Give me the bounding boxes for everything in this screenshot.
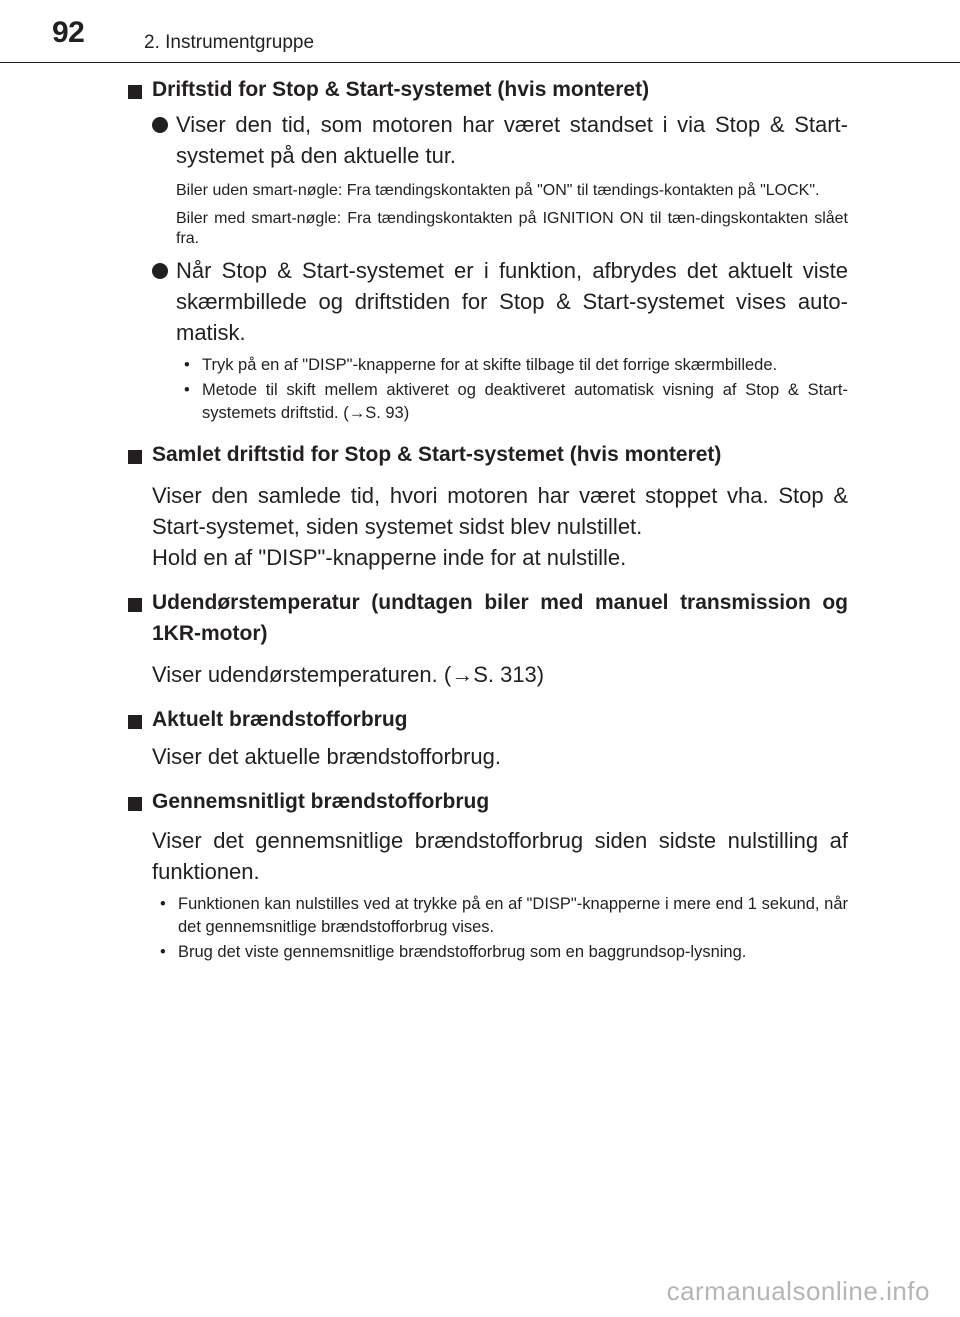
- list-item-text: Når Stop & Start-systemet er i funktion, afbrydes det aktuelt viste skærmbillede og driftstiden for Stop & Start-systemet vises auto-matisk.: [176, 258, 848, 345]
- sub-list-item-text: Brug det viste gennemsnitlige brændstofforbrug som en baggrundsop-lysning.: [178, 943, 747, 961]
- page-reference-link[interactable]: →S. 93: [348, 404, 404, 422]
- body-text: [152, 659, 848, 690]
- section-outside-temperature: [128, 587, 848, 690]
- section-average-fuel: [128, 786, 848, 964]
- section-current-fuel: [128, 704, 848, 772]
- sub-list: [176, 354, 848, 425]
- square-bullet-icon: [128, 598, 142, 612]
- dot-bullet-icon: •: [184, 356, 190, 374]
- sub-list-item-text: Tryk på en af "DISP"-knapperne for at skifte tilbage til det forrige skærmbillede.: [202, 356, 778, 374]
- section-heading: Gennemsnitligt brændstofforbrug: [152, 790, 490, 813]
- sub-list-item-text: Funktionen kan nulstilles ved at trykke på en af "DISP"-knapperne i mere end 1 sekund, når det gennemsnitlige brændstofforbrug vises.: [178, 895, 848, 936]
- section-heading: Driftstid for Stop & Start-systemet (hvis monteret): [152, 78, 650, 101]
- section-stop-start-total: [128, 439, 848, 573]
- dot-bullet-icon: •: [160, 895, 166, 913]
- body-text: Viser det aktuelle brændstofforbrug.: [152, 744, 501, 769]
- sub-list: [152, 893, 848, 964]
- body-text-start: Viser udendørstemperaturen. (: [152, 662, 452, 687]
- note-text: Biler med smart-nøgle: Fra tændingskontakten på IGNITION ON til tæn-dingskontakten slået fra.: [176, 210, 848, 247]
- page-number: 92: [52, 16, 85, 49]
- note-text: Biler uden smart-nøgle: Fra tændingskontakten på "ON" til tændings-kontakten på "LOCK".: [176, 182, 820, 199]
- body-text: Viser det gennemsnitlige brændstofforbrug siden sidste nulstilling af funktionen.: [152, 828, 848, 884]
- section-stop-start-drift: [128, 74, 848, 425]
- square-bullet-icon: [128, 715, 142, 729]
- round-bullet-icon: [152, 263, 168, 279]
- list-item: [152, 255, 848, 348]
- list-item: [152, 109, 848, 171]
- page-content: [128, 66, 848, 974]
- list-item-text: Viser den tid, som motoren har været standset i via Stop & Start-systemet på den aktuelle tur.: [176, 112, 848, 168]
- sub-list-item: [152, 941, 848, 964]
- dot-bullet-icon: •: [184, 381, 190, 399]
- square-bullet-icon: [128, 450, 142, 464]
- sub-list-item-text-end: ): [403, 404, 410, 422]
- watermark-logo: carmanualsonline.info: [666, 1276, 930, 1306]
- section-heading: Samlet driftstid for Stop & Start-systemet (hvis monteret): [152, 443, 722, 466]
- page-reference-link[interactable]: →S. 313: [451, 662, 537, 687]
- round-bullet-icon: [152, 117, 168, 133]
- sub-list-item-text: Metode til skift mellem aktiveret og deaktiveret automatisk visning af Stop & Start-systemets driftstid. (: [202, 381, 848, 422]
- body-text: Viser den samlede tid, hvori motoren har været stoppet vha. Stop & Start-systemet, siden systemet sidst blev nulstillet.: [152, 483, 848, 539]
- header-divider: [0, 62, 960, 63]
- section-heading: Udendørstemperatur (undtagen biler med manuel transmission og 1KR-motor): [152, 591, 848, 645]
- chapter-title: 2. Instrumentgruppe: [144, 32, 315, 53]
- body-text: Hold en af "DISP"-knapperne inde for at nulstille.: [152, 545, 627, 570]
- sub-list-item: [176, 354, 848, 377]
- dot-bullet-icon: •: [160, 943, 166, 961]
- body-text-end: ): [536, 662, 545, 687]
- sub-list-item: [176, 379, 848, 425]
- page-header: [0, 0, 960, 70]
- square-bullet-icon: [128, 85, 142, 99]
- sub-list-item: [152, 893, 848, 939]
- section-heading: Aktuelt brændstofforbrug: [152, 708, 408, 731]
- square-bullet-icon: [128, 797, 142, 811]
